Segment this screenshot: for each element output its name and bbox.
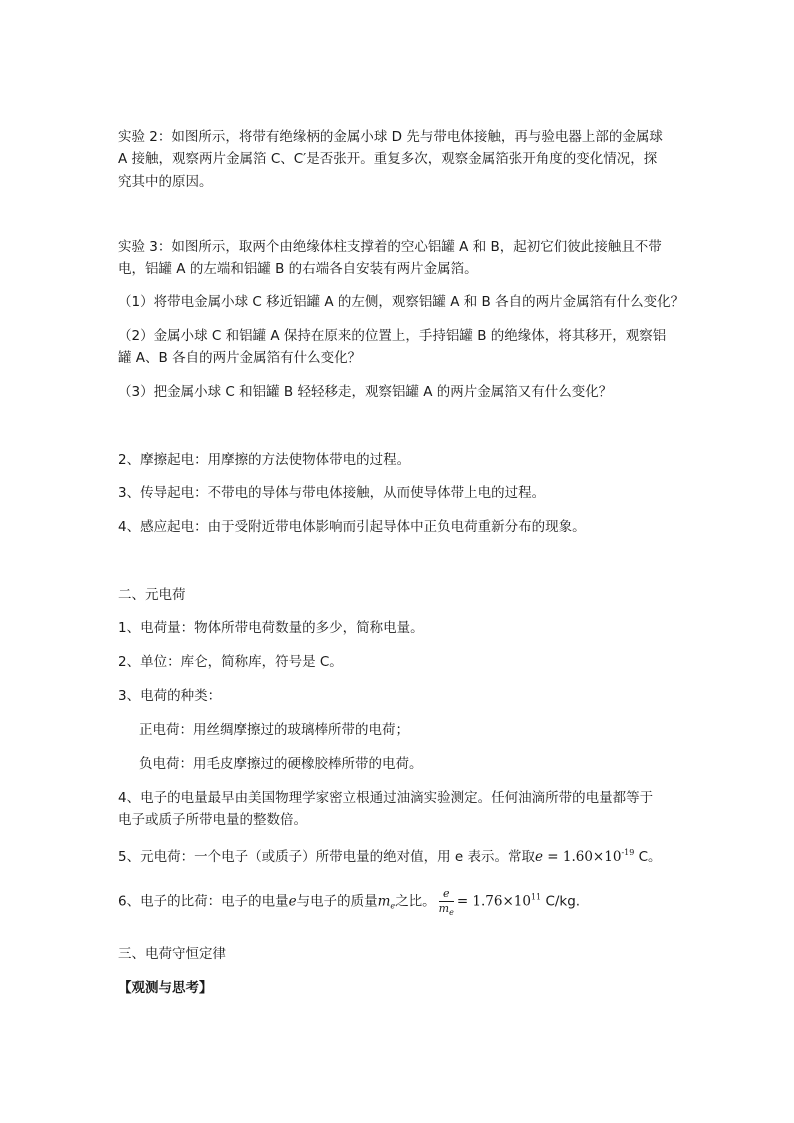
section-3-subtitle: 【观测与思考】 xyxy=(118,980,213,996)
positive-charge-def: 正电荷：用丝绸摩擦过的玻璃棒所带的电荷； xyxy=(139,722,409,738)
item-6-text-3: 之比。 xyxy=(395,893,436,910)
item-6-text-1: 6、电子的比荷：电子的电量 xyxy=(118,893,289,910)
exp3-question-2-line-2: 罐 A、B 各自的两片金属箔有什么变化？ xyxy=(118,350,362,366)
def-conduction-charging: 3、传导起电：不带电的导体与带电体接触，从而使导体带上电的过程。 xyxy=(118,485,546,501)
def-friction-charging: 2、摩擦起电：用摩擦的方法使物体带电的过程。 xyxy=(118,452,411,468)
exp3-question-3: （3）把金属小球 C 和铝罐 B 轻轻移走，观察铝罐 A 的两片金属箔又有什么变化？ xyxy=(118,384,613,400)
exp3-line-1: 实验 3：如图所示，取两个由绝缘体柱支撑着的空心铝罐 A 和 B，起初它们彼此接触且不带 xyxy=(118,239,662,255)
mass-subscript: e xyxy=(390,901,396,911)
item-5-text: 5、元电荷：一个电子（或质子）所带电量的绝对值，用 e 表示。常取 xyxy=(118,849,535,865)
def-induction-charging: 4、感应起电：由于受附近带电体影响而引起导体中正负电荷重新分布的现象。 xyxy=(118,519,586,535)
section-2-item-1: 1、电荷量：物体所带电荷数量的多少，简称电量。 xyxy=(118,620,424,636)
section-2-title: 二、元电荷 xyxy=(118,587,186,603)
section-2-item-2: 2、单位：库仑，简称库，符号是 C。 xyxy=(118,654,343,670)
section-3-title: 三、电荷守恒定律 xyxy=(118,946,226,962)
section-2-item-4-line-2: 电子或质子所带电量的整数倍。 xyxy=(118,812,307,828)
exp2-line-1: 实验 2：如图所示，将带有绝缘柄的金属小球 D 先与带电体接触，再与验电器上部的金属球 xyxy=(118,129,663,145)
exp3-line-2: 电，铝罐 A 的左端和铝罐 B 的右端各自安装有两片金属箔。 xyxy=(118,261,478,277)
charge-symbol: e xyxy=(288,893,297,910)
exp2-line-3: 究其中的原因。 xyxy=(118,174,213,190)
section-2-item-4-line-1: 4、电子的电量最早由美国物理学家密立根通过油滴实验测定。任何油滴所带的电量都等于 xyxy=(118,790,654,806)
specific-charge-unit: C/kg. xyxy=(541,893,581,910)
specific-charge-fraction xyxy=(439,888,454,915)
exp2-line-2: A 接触，观察两片金属箔 C、C′是否张开。重复多次，观察金属箔张开角度的变化情况，探 xyxy=(118,151,658,167)
elementary-charge-exponent: -19 xyxy=(621,848,635,857)
item-6-text-2: 与电子的质量 xyxy=(296,893,378,910)
elementary-charge-symbol: e xyxy=(534,849,543,865)
elementary-charge-unit: C。 xyxy=(634,849,662,865)
section-2-item-3: 3、电荷的种类： xyxy=(118,688,222,704)
fraction-numerator: e xyxy=(439,888,454,902)
fraction-denominator-m: m xyxy=(438,902,450,915)
mass-symbol: m xyxy=(377,893,391,910)
section-2-item-6 xyxy=(118,888,678,915)
specific-charge-exponent: 11 xyxy=(530,892,542,902)
exp3-question-1: （1）将带电金属小球 C 移近铝罐 A 的左侧，观察铝罐 A 和 B 各自的两片金属箔有什么变化？ xyxy=(118,294,685,310)
negative-charge-def: 负电荷：用毛皮摩擦过的硬橡胶棒所带的电荷。 xyxy=(139,756,423,772)
fraction-denominator xyxy=(439,902,454,915)
exp3-question-2-line-1: （2）金属小球 C 和铝罐 A 保持在原来的位置上，手持铝罐 B 的绝缘体，将其移开，观察铝 xyxy=(118,328,667,344)
elementary-charge-value: = 1.60×10 xyxy=(542,849,622,865)
fraction-denominator-sub: e xyxy=(449,908,454,917)
specific-charge-value: = 1.76×10 xyxy=(456,893,531,910)
section-2-item-5 xyxy=(118,846,678,868)
